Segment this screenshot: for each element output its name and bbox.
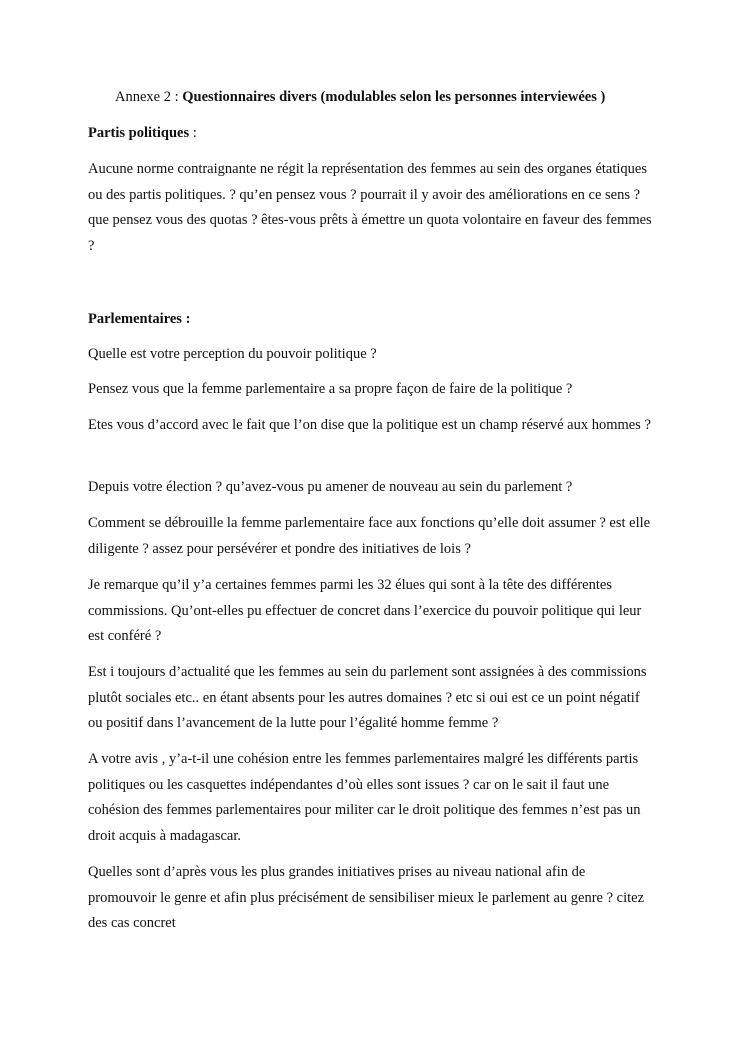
heading-partis-text: Partis politiques [88,125,190,141]
paragraph-parl-8: A votre avis , y’a-t-il une cohésion entre les femmes parlementaires malgré les différents partis politiques ou les casquettes indépendantes d’où elles sont issues ? car on le sait il faut une cohésion des femmes parlementaires pour militer car le droit politique des femmes n’est pas un droit acquis à madagascar. [88,751,641,844]
paragraph-parl-3: Etes vous d’accord avec le fait que l’on dise que la politique est un champ réservé aux hommes ? [88,417,651,433]
annex-title-prefix: Annexe 2 : [115,89,183,105]
paragraph-parl-2: Pensez vous que la femme parlementaire a sa propre façon de faire de la politique ? [88,381,573,397]
paragraph-parl-7: Est i toujours d’actualité que les femmes au sein du parlement sont assignées à des commissions plutôt sociales etc.. en étant absents pour les autres domaines ? etc si oui est ce un point négatif ou positif dans l’avancement de la lutte pour l’égalité homme femme ? [88,664,647,731]
annex-title [115,89,605,106]
heading-partis-colon: : [189,125,197,141]
paragraph-parl-6: Je remarque qu’il y’a certaines femmes parmi les 32 élues qui sont à la tête des différentes commissions. Qu’ont-elles pu effectuer de concret dans l’exercice du pouvoir politique qui leur est conféré ? [88,577,642,644]
section-heading-parlementaires: Parlementaires : [88,311,191,327]
paragraph-parl-4: Depuis votre élection ? qu’avez-vous pu amener de nouveau au sein du parlement ? [88,479,573,495]
paragraph-parl-1: Quelle est votre perception du pouvoir politique ? [88,346,377,362]
paragraph-partis-1: Aucune norme contraignante ne régit la représentation des femmes au sein des organes étatiques ou des partis politiques. ? qu’en pensez vous ? pourrait il y avoir des améliorations en ce sens ? que pensez vous des quotas ? êtes-vous prêts à émettre un quota volontaire en faveur des femmes ? [88,161,652,254]
section-heading-partis [88,125,197,142]
paragraph-parl-9: Quelles sont d’après vous les plus grandes initiatives prises au niveau national afin de promouvoir le genre et afin plus précisément de sensibiliser mieux le parlement au genre ? citez des cas concret [88,864,645,931]
paragraph-parl-5: Comment se débrouille la femme parlementaire face aux fonctions qu’elle doit assumer ? est elle diligente ? assez pour persévérer et pondre des initiatives de lois ? [88,515,651,557]
annex-title-bold: Questionnaires divers (modulables selon les personnes interviewées ) [182,89,606,105]
